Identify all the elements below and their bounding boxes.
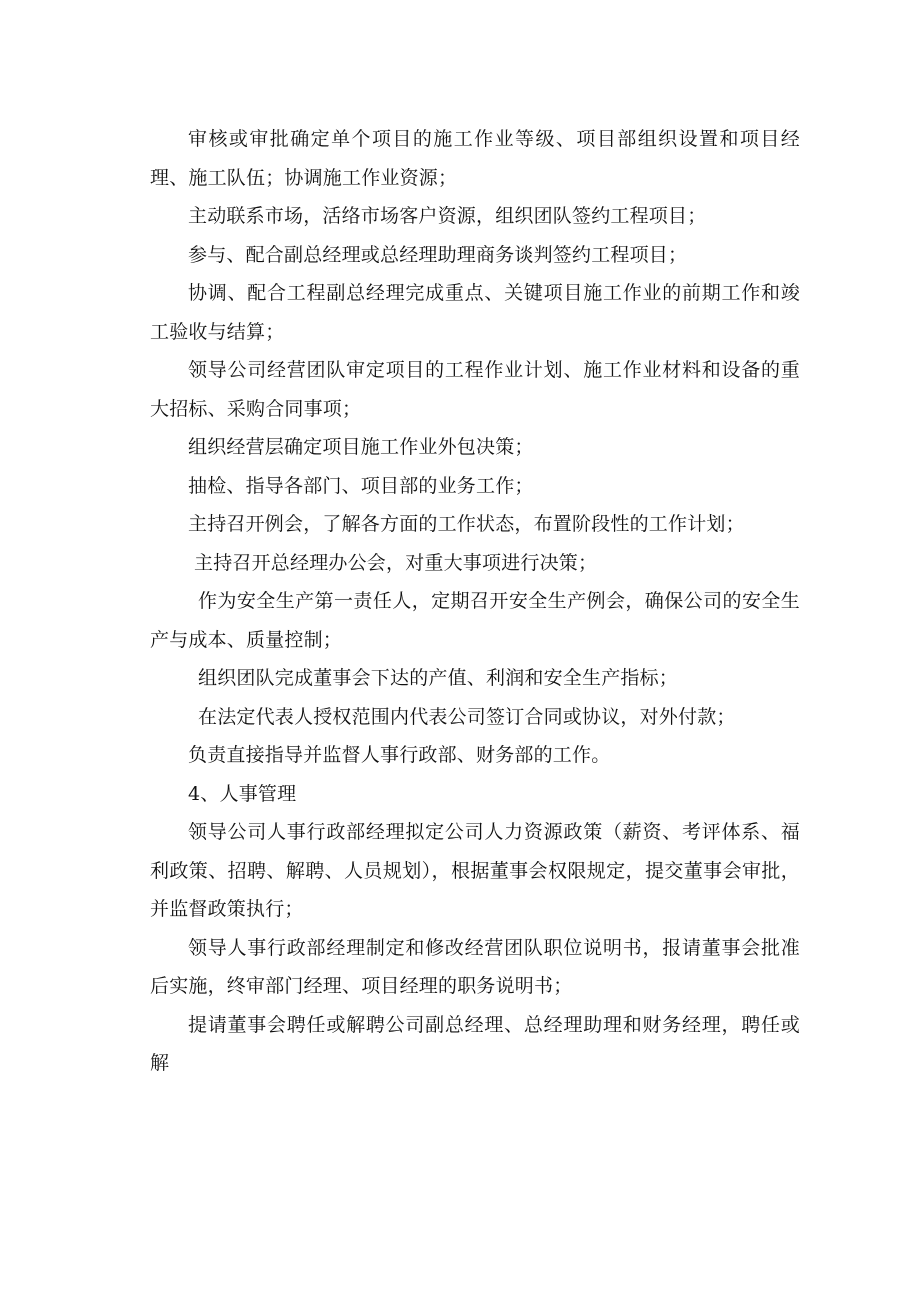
paragraph-supervision: 负责直接指导并监督人事行政部、财务部的工作。 [188, 744, 611, 766]
paragraph-planning: 领导公司经营团队审定项目的工程作业计划、施工作业材料和设备的重大招标、采购合同事项； [150, 359, 800, 420]
paragraph-safety: 作为安全生产第一责任人，定期召开安全生产例会，确保公司的安全生产与成本、质量控制； [150, 590, 800, 651]
paragraph-office-meeting: 主持召开总经理办公会，对重大事项进行决策； [194, 551, 598, 574]
paragraph-market: 主动联系市场，活络市场客户资源，组织团队签约工程项目； [188, 205, 707, 227]
paragraph-outsourcing: 组织经营层确定项目施工作业外包决策； [188, 436, 534, 458]
paragraph-hr-policy: 领导公司人事行政部经理拟定公司人力资源政策（薪资、考评体系、福利政策、招聘、解聘、人员规划），根据董事会权限规定，提交董事会审批，并监督政策执行； [150, 821, 800, 920]
paragraph-appointments: 提请董事会聘任或解聘公司副总经理、总经理助理和财务经理，聘任或解 [150, 1013, 800, 1074]
paragraph-contracts: 在法定代表人授权范围内代表公司签订合同或协议，对外付款； [198, 705, 736, 728]
paragraph-targets: 组织团队完成董事会下达的产值、利润和安全生产指标； [198, 667, 679, 689]
paragraph-negotiation: 参与、配合副总经理或总经理助理商务谈判签约工程项目； [188, 243, 688, 266]
paragraph-inspection: 抽检、指导各部门、项目部的业务工作； [188, 474, 534, 497]
section-heading-hr: 4、人事管理 [188, 782, 297, 805]
paragraph-meetings: 主持召开例会，了解各方面的工作状态，布置阶段性的工作计划； [188, 513, 745, 535]
paragraph-approval: 审核或审批确定单个项目的施工作业等级、项目部组织设置和项目经理、施工队伍；协调施工作业资源； [150, 128, 800, 189]
paragraph-job-descriptions: 领导人事行政部经理制定和修改经营团队职位说明书，报请董事会批准后实施，终审部门经理、项目经理的职务说明书； [150, 936, 800, 997]
document-body [150, 120, 800, 1083]
paragraph-coordination: 协调、配合工程副总经理完成重点、关键项目施工作业的前期工作和竣工验收与结算； [150, 282, 800, 343]
